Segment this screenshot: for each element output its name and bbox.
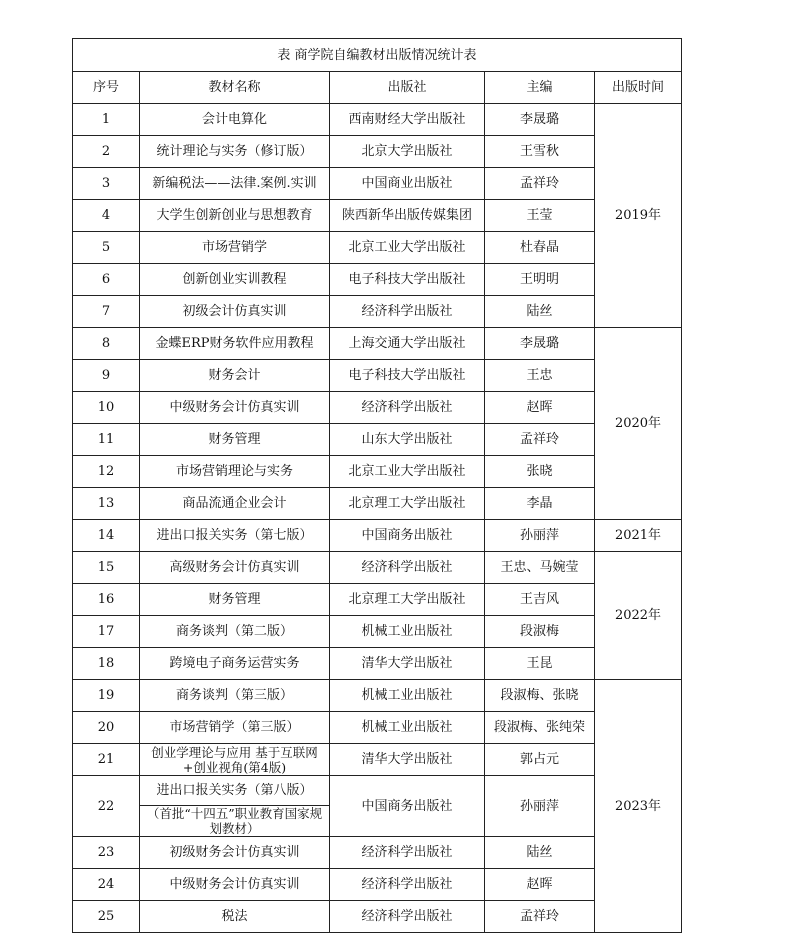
row-publisher: 上海交通大学出版社 — [330, 328, 485, 360]
row-no: 23 — [73, 837, 140, 869]
table-row — [73, 360, 682, 392]
row-editor: 李晟璐 — [485, 328, 595, 360]
row-name: 税法 — [140, 901, 330, 933]
row-name: 市场营销学 — [140, 232, 330, 264]
row-name: 初级会计仿真实训 — [140, 296, 330, 328]
row-name: 财务会计 — [140, 360, 330, 392]
row-editor: 孟祥玲 — [485, 424, 595, 456]
row-editor: 段淑梅 — [485, 616, 595, 648]
row-publisher: 山东大学出版社 — [330, 424, 485, 456]
row-no: 10 — [73, 392, 140, 424]
row-name: 跨境电子商务运营实务 — [140, 648, 330, 680]
row-editor: 李晟璐 — [485, 104, 595, 136]
row-no: 6 — [73, 264, 140, 296]
row-name-note: （首批“十四五”职业教育国家规划教材） — [140, 806, 330, 837]
year-2022: 2022年 — [595, 552, 682, 680]
row-publisher: 北京工业大学出版社 — [330, 456, 485, 488]
table-row — [73, 136, 682, 168]
row-name: 商务谈判（第二版） — [140, 616, 330, 648]
row-editor: 赵晖 — [485, 869, 595, 901]
row-publisher: 中国商务出版社 — [330, 776, 485, 837]
row-no: 5 — [73, 232, 140, 264]
table-row — [73, 776, 682, 806]
table-row — [73, 744, 682, 776]
table-row — [73, 200, 682, 232]
row-publisher: 电子科技大学出版社 — [330, 264, 485, 296]
year-2021: 2021年 — [595, 520, 682, 552]
row-no: 8 — [73, 328, 140, 360]
row-editor: 孙丽萍 — [485, 776, 595, 837]
table-row — [73, 648, 682, 680]
header-name: 教材名称 — [140, 72, 330, 104]
row-editor: 陆丝 — [485, 296, 595, 328]
table-caption: 表 商学院自编教材出版情况统计表 — [73, 39, 682, 72]
row-publisher: 经济科学出版社 — [330, 552, 485, 584]
row-no: 18 — [73, 648, 140, 680]
row-publisher: 北京理工大学出版社 — [330, 584, 485, 616]
row-name: 市场营销理论与实务 — [140, 456, 330, 488]
row-publisher: 北京大学出版社 — [330, 136, 485, 168]
row-editor: 王莹 — [485, 200, 595, 232]
row-editor: 陆丝 — [485, 837, 595, 869]
table-row — [73, 869, 682, 901]
table-row — [73, 104, 682, 136]
table-row — [73, 488, 682, 520]
row-no: 22 — [73, 776, 140, 837]
row-editor: 孙丽萍 — [485, 520, 595, 552]
row-no: 3 — [73, 168, 140, 200]
row-editor: 王昆 — [485, 648, 595, 680]
row-name: 商务谈判（第三版） — [140, 680, 330, 712]
row-publisher: 中国商业出版社 — [330, 168, 485, 200]
row-name: 金蝶ERP财务软件应用教程 — [140, 328, 330, 360]
row-editor: 王忠 — [485, 360, 595, 392]
row-name: 中级财务会计仿真实训 — [140, 869, 330, 901]
table-row — [73, 456, 682, 488]
row-no: 13 — [73, 488, 140, 520]
table-row — [73, 424, 682, 456]
row-name: 财务管理 — [140, 424, 330, 456]
row-no: 24 — [73, 869, 140, 901]
year-2020: 2020年 — [595, 328, 682, 520]
row-publisher: 经济科学出版社 — [330, 901, 485, 933]
row-publisher: 中国商务出版社 — [330, 520, 485, 552]
row-no: 2 — [73, 136, 140, 168]
row-name: 大学生创新创业与思想教育 — [140, 200, 330, 232]
row-editor: 段淑梅、张纯荣 — [485, 712, 595, 744]
row-name: 财务管理 — [140, 584, 330, 616]
table-row — [73, 296, 682, 328]
row-no: 7 — [73, 296, 140, 328]
table-row — [73, 232, 682, 264]
row-name: 创新创业实训教程 — [140, 264, 330, 296]
header-publisher: 出版社 — [330, 72, 485, 104]
row-publisher: 机械工业出版社 — [330, 616, 485, 648]
row-no: 17 — [73, 616, 140, 648]
row-publisher: 经济科学出版社 — [330, 296, 485, 328]
row-no: 15 — [73, 552, 140, 584]
row-publisher: 西南财经大学出版社 — [330, 104, 485, 136]
table-row — [73, 712, 682, 744]
year-2023: 2023年 — [595, 680, 682, 933]
row-editor: 王忠、马婉莹 — [485, 552, 595, 584]
row-name: 高级财务会计仿真实训 — [140, 552, 330, 584]
row-editor: 赵晖 — [485, 392, 595, 424]
row-publisher: 机械工业出版社 — [330, 712, 485, 744]
row-publisher: 陕西新华出版传媒集团 — [330, 200, 485, 232]
row-editor: 孟祥玲 — [485, 901, 595, 933]
header-editor: 主编 — [485, 72, 595, 104]
row-editor: 王明明 — [485, 264, 595, 296]
row-name: 新编税法——法律.案例.实训 — [140, 168, 330, 200]
row-publisher: 清华大学出版社 — [330, 744, 485, 776]
year-2019: 2019年 — [595, 104, 682, 328]
row-name: 商品流通企业会计 — [140, 488, 330, 520]
row-publisher: 机械工业出版社 — [330, 680, 485, 712]
table-row — [73, 584, 682, 616]
table-row — [73, 168, 682, 200]
row-publisher: 北京理工大学出版社 — [330, 488, 485, 520]
header-no: 序号 — [73, 72, 140, 104]
row-name: 中级财务会计仿真实训 — [140, 392, 330, 424]
row-editor: 段淑梅、张晓 — [485, 680, 595, 712]
row-no: 9 — [73, 360, 140, 392]
row-no: 20 — [73, 712, 140, 744]
row-no: 16 — [73, 584, 140, 616]
textbook-statistics-table — [72, 38, 682, 933]
row-publisher: 经济科学出版社 — [330, 837, 485, 869]
row-editor: 王吉风 — [485, 584, 595, 616]
row-no: 19 — [73, 680, 140, 712]
header-row — [73, 72, 682, 104]
row-name: 进出口报关实务（第七版） — [140, 520, 330, 552]
table-row — [73, 680, 682, 712]
table-row — [73, 837, 682, 869]
row-no: 1 — [73, 104, 140, 136]
header-year: 出版时间 — [595, 72, 682, 104]
row-editor: 王雪秋 — [485, 136, 595, 168]
row-editor: 孟祥玲 — [485, 168, 595, 200]
table-row — [73, 520, 682, 552]
row-publisher: 北京工业大学出版社 — [330, 232, 485, 264]
row-no: 11 — [73, 424, 140, 456]
row-editor: 杜春晶 — [485, 232, 595, 264]
row-publisher: 清华大学出版社 — [330, 648, 485, 680]
row-name: 会计电算化 — [140, 104, 330, 136]
row-no: 12 — [73, 456, 140, 488]
row-editor: 李晶 — [485, 488, 595, 520]
table-row — [73, 392, 682, 424]
row-no: 4 — [73, 200, 140, 232]
row-no: 14 — [73, 520, 140, 552]
row-name: 市场营销学（第三版） — [140, 712, 330, 744]
row-name: 初级财务会计仿真实训 — [140, 837, 330, 869]
table-row — [73, 552, 682, 584]
table-row — [73, 901, 682, 933]
row-no: 21 — [73, 744, 140, 776]
row-publisher: 经济科学出版社 — [330, 392, 485, 424]
table-row — [73, 328, 682, 360]
row-editor: 郭占元 — [485, 744, 595, 776]
row-editor: 张晓 — [485, 456, 595, 488]
row-publisher: 经济科学出版社 — [330, 869, 485, 901]
table-row — [73, 264, 682, 296]
table-row — [73, 616, 682, 648]
row-name: 进出口报关实务（第八版） — [140, 776, 330, 806]
row-publisher: 电子科技大学出版社 — [330, 360, 485, 392]
row-no: 25 — [73, 901, 140, 933]
row-name: 创业学理论与应用 基于互联网+创业视角(第4版) — [140, 744, 330, 776]
row-name: 统计理论与实务（修订版） — [140, 136, 330, 168]
